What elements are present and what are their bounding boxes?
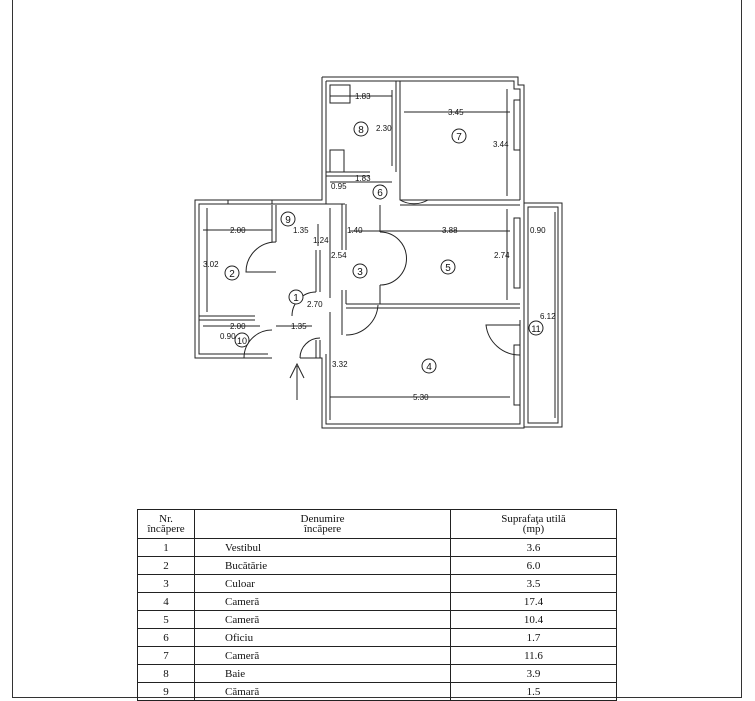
cell-nr: 2 <box>138 557 195 575</box>
table-row <box>138 593 617 611</box>
table-row <box>138 539 617 557</box>
cell-name: Baie <box>195 665 451 683</box>
table-row <box>138 647 617 665</box>
cell-area: 3.5 <box>451 575 617 593</box>
header-name: Denumire încăpere <box>195 510 451 539</box>
table-header-row <box>138 510 617 539</box>
room-marker-11: 11 <box>531 324 541 334</box>
dim-label: 2.54 <box>331 251 347 260</box>
table-row <box>138 575 617 593</box>
table-row <box>138 683 617 701</box>
cell-nr: 6 <box>138 629 195 647</box>
dim-label: 0.90 <box>530 226 546 235</box>
dim-label: 3.02 <box>203 260 219 269</box>
window <box>514 345 520 405</box>
outer-wall <box>300 315 524 428</box>
cell-area: 6.0 <box>451 557 617 575</box>
dim-label: 0.90 <box>220 332 236 341</box>
room-marker-6: 6 <box>377 188 383 199</box>
outer-wall <box>326 320 520 424</box>
header-nr: Nr. încăpere <box>138 510 195 539</box>
dim-label: 1.40 <box>347 226 363 235</box>
cell-area: 3.6 <box>451 539 617 557</box>
cell-area: 1.5 <box>451 683 617 701</box>
cell-nr: 8 <box>138 665 195 683</box>
header-area: Suprafaţa utilă (mp) <box>451 510 617 539</box>
room-marker-9: 9 <box>285 215 291 226</box>
dim-label: 2.74 <box>494 251 510 260</box>
dim-label: 3.32 <box>332 360 348 369</box>
cell-nr: 9 <box>138 683 195 701</box>
table-row <box>138 629 617 647</box>
room-marker-8: 8 <box>358 125 364 136</box>
cell-name: Cameră <box>195 593 451 611</box>
cell-nr: 3 <box>138 575 195 593</box>
dim-label: 3.45 <box>448 108 464 117</box>
window <box>228 200 272 204</box>
door-swing <box>346 305 378 335</box>
door-swing <box>400 172 428 204</box>
bath-fixture <box>330 85 350 103</box>
table-row <box>138 557 617 575</box>
cell-nr: 4 <box>138 593 195 611</box>
cell-nr: 5 <box>138 611 195 629</box>
room-marker-10: 10 <box>236 336 248 346</box>
room-marker-1: 1 <box>293 293 299 304</box>
cell-area: 1.7 <box>451 629 617 647</box>
rooms-table <box>137 509 617 701</box>
room-marker-5: 5 <box>445 263 451 274</box>
dim-label: 2.70 <box>307 300 323 309</box>
cell-nr: 1 <box>138 539 195 557</box>
dim-label: 1.35 <box>293 226 309 235</box>
door-swing <box>300 338 320 358</box>
cell-name: Cameră <box>195 611 451 629</box>
bath-fixture <box>330 150 344 172</box>
dim-label: 1.83 <box>355 92 371 101</box>
dim-label: 1.24 <box>313 236 329 245</box>
door-swing <box>380 232 407 285</box>
dim-label: 1.83 <box>355 174 371 183</box>
dim-label: 1.35 <box>291 322 307 331</box>
table-body <box>138 539 617 701</box>
dim-label: 2.00 <box>230 322 246 331</box>
room-marker-4: 4 <box>426 362 432 373</box>
table-row <box>138 665 617 683</box>
dim-label: 0.95 <box>331 182 347 191</box>
cell-name: Cămară <box>195 683 451 701</box>
room-marker-7: 7 <box>456 132 462 143</box>
cell-name: Oficiu <box>195 629 451 647</box>
dim-label: 3.88 <box>442 226 458 235</box>
cell-name: Vestibul <box>195 539 451 557</box>
cell-nr: 7 <box>138 647 195 665</box>
cell-area: 17.4 <box>451 593 617 611</box>
cell-name: Cameră <box>195 647 451 665</box>
dim-label: 3.44 <box>493 140 509 149</box>
room-marker-2: 2 <box>229 269 235 280</box>
dim-label: 6.12 <box>540 312 556 321</box>
door-swing <box>246 242 276 272</box>
dim-label: 2.00 <box>230 226 246 235</box>
cell-area: 10.4 <box>451 611 617 629</box>
outer-wall <box>199 81 326 354</box>
dim-label: 5.30 <box>413 393 429 402</box>
window <box>514 218 520 288</box>
cell-area: 11.6 <box>451 647 617 665</box>
dim-label: 2.30 <box>376 124 392 133</box>
room-marker-3: 3 <box>357 267 363 278</box>
rooms-table-container <box>137 509 617 701</box>
table-row <box>138 611 617 629</box>
cell-area: 3.9 <box>451 665 617 683</box>
cell-name: Bucătărie <box>195 557 451 575</box>
cell-name: Culoar <box>195 575 451 593</box>
window <box>514 100 520 150</box>
